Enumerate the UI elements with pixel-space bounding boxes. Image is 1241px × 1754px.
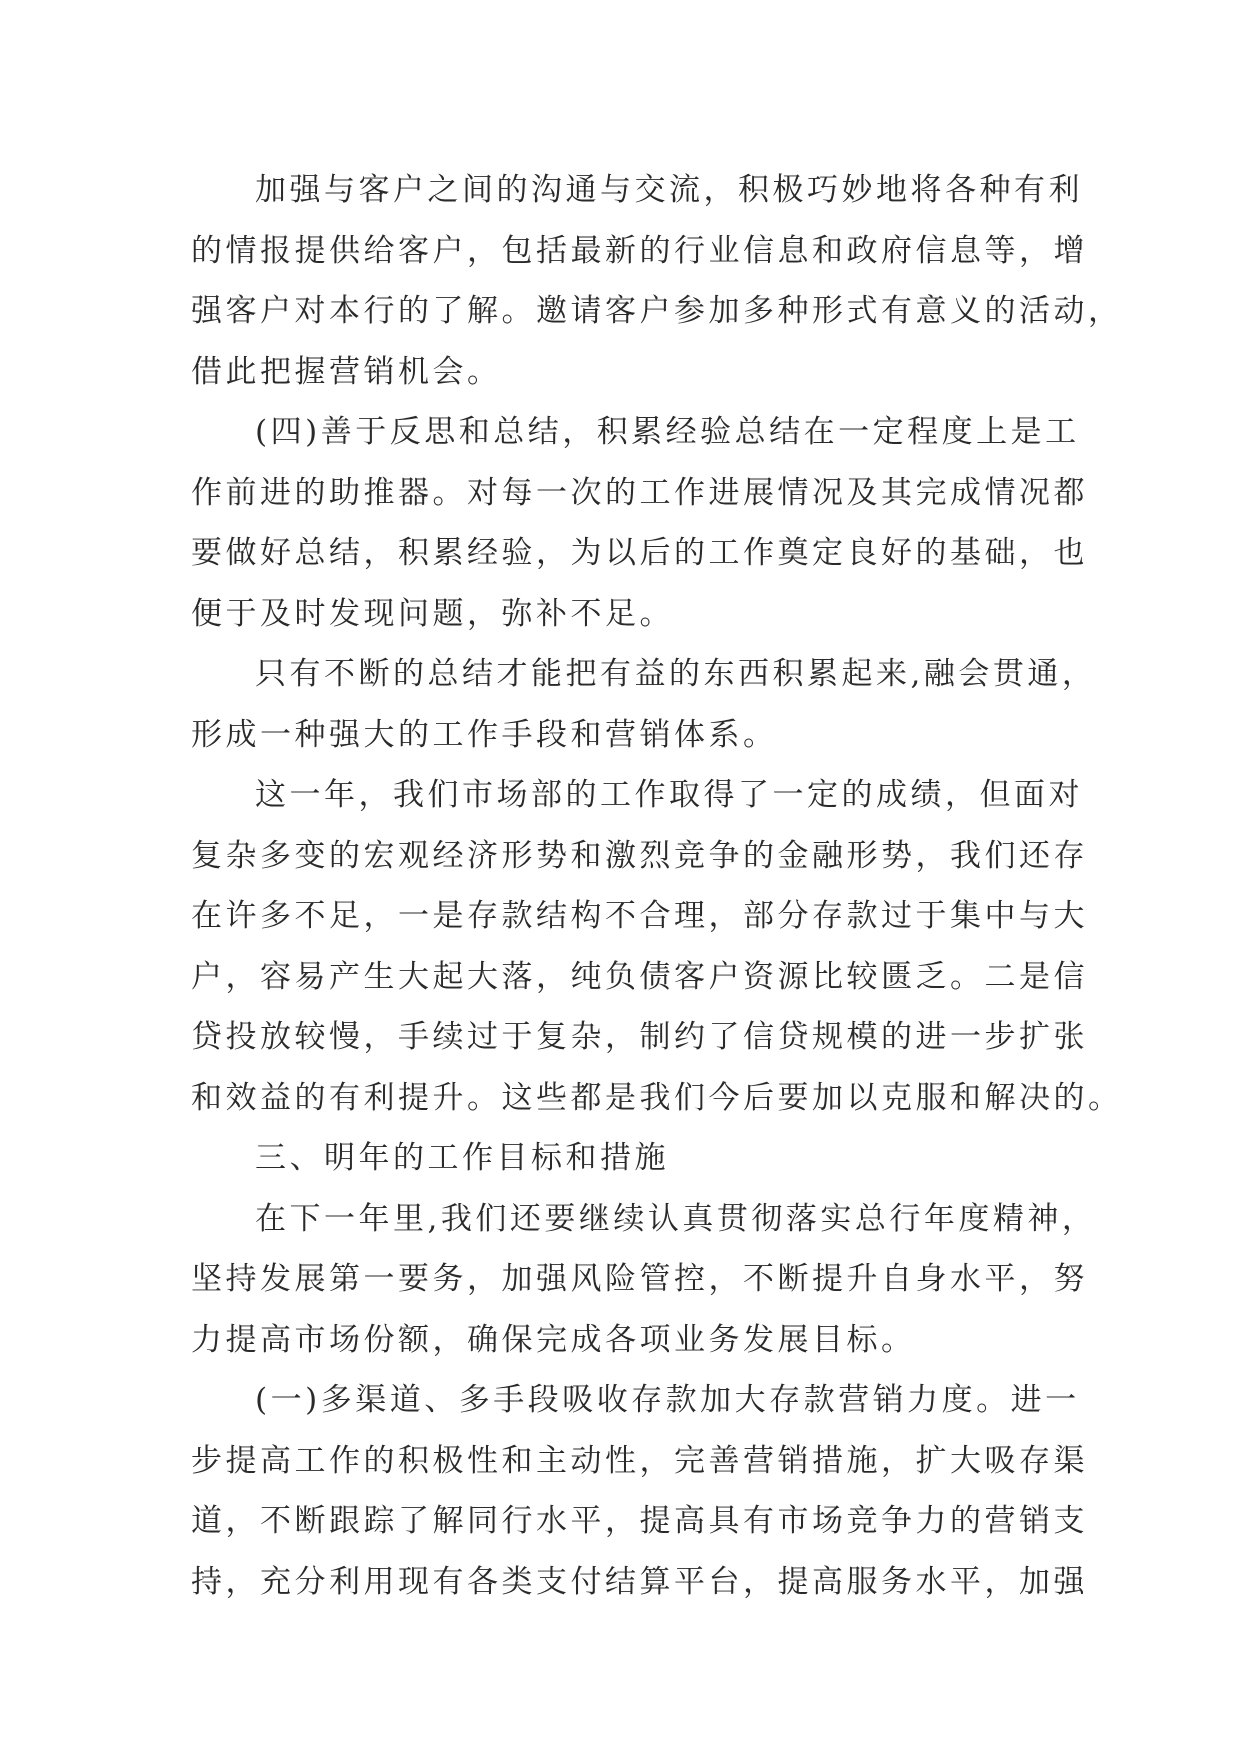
text-line: 要做好总结，积累经验，为以后的工作奠定良好的基础，也 xyxy=(191,535,1088,571)
text-line: 力提高市场份额，确保完成各项业务发展目标。 xyxy=(191,1321,916,1358)
section-heading: 三、明年的工作目标和措施 xyxy=(255,1140,669,1176)
text-line: 加强与客户之间的沟通与交流，积极巧妙地将各种有利 xyxy=(255,172,1083,208)
text-line: 坚持发展第一要务，加强风险管控，不断提升自身水平，努 xyxy=(191,1261,1088,1297)
text-line: 这一年，我们市场部的工作取得了一定的成绩，但面对 xyxy=(255,777,1083,813)
text-line: 复杂多变的宏观经济形势和激烈竞争的金融形势，我们还存 xyxy=(191,837,1088,874)
text-line: 在许多不足，一是存款结构不合理，部分存款过于集中与大 xyxy=(191,898,1088,934)
text-line: 贷投放较慢，手续过于复杂，制约了信贷规模的进一步扩张 xyxy=(191,1019,1088,1055)
text-line: (一)多渠道、多手段吸收存款加大存款营销力度。进一 xyxy=(255,1382,1080,1418)
text-line: 户，容易产生大起大落，纯负债客户资源比较匮乏。二是信 xyxy=(191,958,1088,995)
document-body xyxy=(191,160,1123,1612)
text-line: 作前进的助推器。对每一次的工作进展情况及其完成情况都 xyxy=(191,474,1088,511)
text-line: 和效益的有利提升。这些都是我们今后要加以克服和解决的。 xyxy=(191,1079,1123,1116)
text-line: 只有不断的总结才能把有益的东西积累起来,融会贯通， xyxy=(255,656,1097,692)
text-line: 强客户对本行的了解。邀请客户参加多种形式有意义的活动， xyxy=(191,293,1123,329)
text-line: 步提高工作的积极性和主动性，完善营销措施，扩大吸存渠 xyxy=(191,1442,1088,1479)
text-line: 持，充分利用现有各类支付结算平台，提高服务水平，加强 xyxy=(191,1563,1088,1600)
text-line: (四)善于反思和总结，积累经验总结在一定程度上是工 xyxy=(255,414,1080,450)
text-line: 在下一年里,我们还要继续认真贯彻落实总行年度精神， xyxy=(255,1200,1097,1237)
text-line: 便于及时发现问题，弥补不足。 xyxy=(191,595,674,632)
text-line: 道，不断跟踪了解同行水平，提高具有市场竞争力的营销支 xyxy=(191,1503,1088,1539)
text-line: 的情报提供给客户，包括最新的行业信息和政府信息等，增 xyxy=(191,232,1088,269)
text-line: 借此把握营销机会。 xyxy=(191,353,502,390)
text-line: 形成一种强大的工作手段和营销体系。 xyxy=(191,716,778,753)
